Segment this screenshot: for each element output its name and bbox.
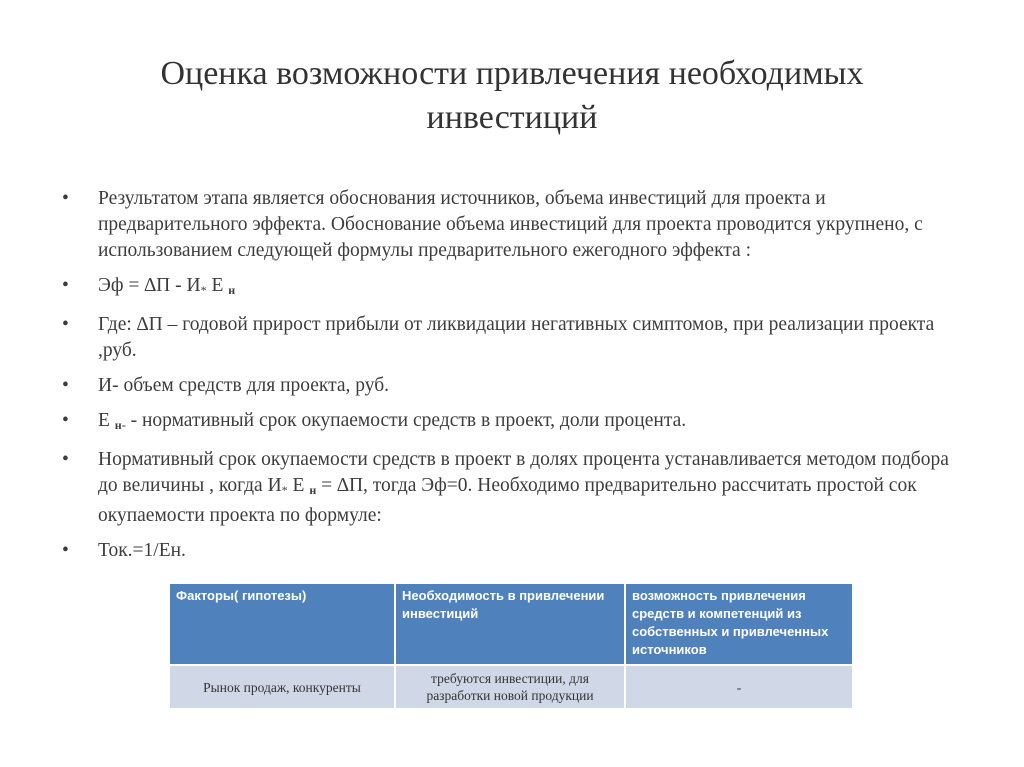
bullet-item-formula [62,273,962,303]
bullet-text-pre: Нормативный срок окупаемости средств в проект в долях процента устанавливается методом подбора до величины , когда И [98,449,949,496]
title-line-1: Оценка возможности привлечения необходимых [160,55,864,92]
bullet-dot: • [62,188,69,209]
formula-main: Эф = ∆П - И [98,275,201,296]
bullet-sub-star: * [281,483,288,497]
bullet-dot: • [62,540,69,561]
slide-title [60,52,964,140]
bullet-text-post: = ∆П, тогда Эф=0. Необходимо предварительно рассчитать простой сок окупаемости проекта по формуле: [98,475,917,526]
factors-table [170,584,854,708]
bullet-text: Результатом этапа является обоснования источников, объема инвестиций для проекта и предварительного эффекта. Обоснование объема инвестиций для проекта проводится укрупнено, с использованием следующей формулы предварительного ежегодного эффекта : [98,188,923,261]
bullet-item-investment [62,373,962,399]
formula-sub-star: * [200,283,207,297]
formula-e: Е [206,275,229,296]
bullet-dot: • [62,314,69,335]
bullet-item-where [62,312,962,364]
bullet-text: Ток.=1/Ен. [98,540,186,561]
bullet-sub-n: н [309,483,317,497]
bullet-dot: • [62,275,69,296]
table-row [170,665,853,708]
bullet-item-payback-method [62,447,962,529]
cell-necessity: требуются инвестиции, для разработки новой продукции [395,665,625,708]
formula-sub-n: н [228,283,236,297]
cell-factor: Рынок продаж, конкуренты [170,665,395,708]
bullet-item-normative [62,408,962,438]
header-possibility: возможность привлечения средств и компетенций из собственных и привлеченных источников [625,584,853,665]
bullet-sub-n: н- [114,418,126,432]
table-header-row [170,584,853,665]
bullet-dot: • [62,375,69,396]
bullet-item-tok [62,538,962,564]
bullet-e: Е [98,410,115,431]
bullet-text: - нормативный срок окупаемости средств в проект, доли процента. [125,410,687,431]
cell-possibility: - [625,665,853,708]
bullet-dot: • [62,449,69,470]
header-necessity: Необходимость в привлечении инвестиций [395,584,625,665]
bullet-list [62,186,962,573]
bullet-item-result [62,186,962,264]
header-factors: Факторы( гипотезы) [170,584,395,665]
bullet-e: Е [287,475,310,496]
bullet-text: Где: ∆П – годовой прирост прибыли от ликвидации негативных симптомов, при реализации проекта ,руб. [98,314,935,361]
bullet-dot: • [62,410,69,431]
bullet-text: И- объем средств для проекта, руб. [98,375,390,396]
title-line-2: инвестиций [426,99,598,136]
